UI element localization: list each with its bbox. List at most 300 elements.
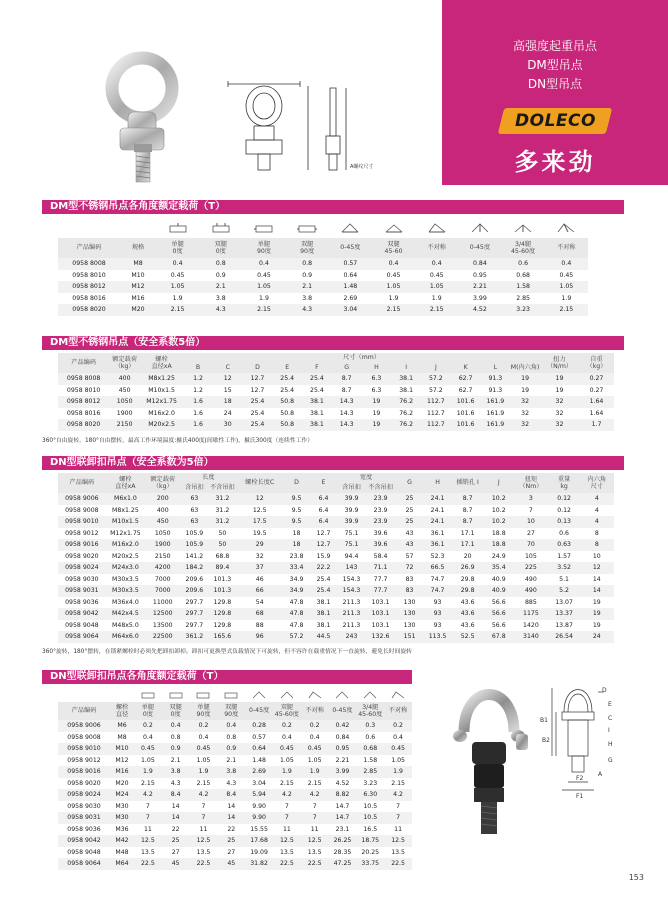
table-cell: 57 <box>395 551 424 563</box>
table-cell: 211.3 <box>337 608 366 620</box>
table-cell: M64 <box>110 858 134 870</box>
table-cell: 1.9 <box>384 766 412 778</box>
table-cell: 12.5 <box>384 835 412 847</box>
table-cell: 89.4 <box>208 562 236 574</box>
table-row <box>58 493 614 505</box>
table-cell: 0.64 <box>329 270 372 282</box>
table-cell: 91.3 <box>480 385 510 397</box>
table-cell: 2.69 <box>245 766 273 778</box>
table-cell: 91.3 <box>480 373 510 385</box>
table-cell: 2.85 <box>356 766 384 778</box>
table-cell: 12 <box>580 562 614 574</box>
table-cell: 1050 <box>109 396 140 408</box>
table-cell: M8x1.25 <box>140 373 183 385</box>
table-cell: 33.4 <box>283 562 310 574</box>
table-cell: M20 <box>110 778 134 790</box>
table-row <box>58 408 614 420</box>
table-cell: 22.5 <box>384 858 412 870</box>
table-cell: M8x1.25 <box>106 505 145 517</box>
sec2-title: DM型不锈钢吊点（安全系数5倍） <box>42 336 624 350</box>
table-cell: 26.9 <box>451 562 484 574</box>
table-cell: 1.64 <box>579 408 614 420</box>
table-cell: 75.1 <box>337 528 366 540</box>
table-cell: 76.2 <box>391 408 421 420</box>
table-cell: 0.45 <box>372 270 415 282</box>
table-cell: 490 <box>513 585 548 597</box>
table-cell: 33.75 <box>356 858 384 870</box>
table-cell: 45 <box>217 858 245 870</box>
table-cell: 43 <box>395 539 424 551</box>
column-header: 3/4腿 45-60度 <box>358 703 383 718</box>
table-cell: 31.2 <box>208 505 236 517</box>
table-cell: 26.25 <box>329 835 357 847</box>
table-cell: M16x2.0 <box>106 539 145 551</box>
table-cell: 30 <box>213 419 243 431</box>
table-cell: 32 <box>510 419 540 431</box>
table-cell: 1.9 <box>190 766 218 778</box>
table-cell: 0958 9010 <box>58 516 106 528</box>
table-cell: 7 <box>134 801 162 813</box>
column-header: C <box>213 363 243 373</box>
table-cell: 0.95 <box>458 270 501 282</box>
table-cell: 25 <box>395 505 424 517</box>
table-cell: 7 <box>190 812 218 824</box>
sling-icon <box>162 688 190 702</box>
table-cell: 12.7 <box>310 539 337 551</box>
table-cell: 0958 8012 <box>58 396 109 408</box>
table-cell: 129.8 <box>208 620 236 632</box>
column-header: 0-45度 <box>329 702 357 720</box>
table-row <box>58 551 614 563</box>
table-cell: 0.45 <box>415 270 458 282</box>
table-cell: 1.9 <box>156 293 199 305</box>
table-cell: 47.8 <box>283 608 310 620</box>
table-cell: 0958 9024 <box>58 789 110 801</box>
table-row <box>58 396 614 408</box>
table-cell: 12 <box>213 373 243 385</box>
column-header: 双腿 0度 <box>162 702 190 720</box>
table-cell: 9.5 <box>283 493 310 505</box>
table-cell: 4.52 <box>458 304 501 316</box>
table-cell: 1.05 <box>190 755 218 767</box>
table-cell: 0958 9048 <box>58 847 110 859</box>
table-cell: 1.9 <box>372 293 415 305</box>
table-cell: 4.3 <box>199 304 242 316</box>
table-cell: 1.2 <box>183 373 213 385</box>
table-cell: M24 <box>110 789 134 801</box>
table-cell: 40.9 <box>484 585 513 597</box>
table-cell: 14 <box>217 812 245 824</box>
table-cell: M16 <box>120 293 156 305</box>
table-cell: 47.25 <box>329 858 357 870</box>
column-header: K <box>451 363 481 373</box>
table-cell: 24 <box>213 408 243 420</box>
table-cell: 0958 9008 <box>58 505 106 517</box>
table-cell: 18.75 <box>356 835 384 847</box>
column-header: 单腿 0度 <box>156 238 199 258</box>
dn-shackle-photo <box>450 672 528 842</box>
table-cell: 1.57 <box>549 551 580 563</box>
table-cell: 0.2 <box>384 720 412 732</box>
table-cell: 211.3 <box>337 620 366 632</box>
table-cell: 19 <box>362 419 392 431</box>
table-cell: 0958 8008 <box>58 373 109 385</box>
table-cell: 19.09 <box>245 847 273 859</box>
table-row <box>58 562 614 574</box>
table-cell: 74.7 <box>424 585 451 597</box>
table-cell: M42x4.5 <box>106 608 145 620</box>
table-cell: 26.54 <box>549 631 580 643</box>
sec2-table: 产品编码 额定载荷 （kg） 螺栓 直径xA 尺寸（mm） 扭力 （N/m） 自重 （kg） B C D E F G H I J K L M(内六角) 0958 8008 400 M8x1.25 1.2 12 12.7 25.4 25.4 8.7 6.3 38.1 57.2 62.7 91.3 19 19 0.27 0958 8010 450 M10x1.5 1.2 15 12.7 25.4 25.4 8.7 6.3 38.1 57.2 62.7 91.3 19 19 0.27 0958 8012 1050 M12x1.75 1.6 18 25.4 50.8 38.1 14.3 19 76.2 112.7 101.6 161.9 32 32 1.64 0958 8016 1900 M16x2.0 1.6 24 25.4 50.8 38.1 14.3 19 76.2 112.7 101.6 161.9 32 32 1.64 0958 8020 2150 M20x2.5 1.6 30 25.4 50.8 38.1 14.3 19 76.2 112.7 101.6 161.9 32 32 1.7 <box>58 353 614 431</box>
column-header: H <box>362 363 392 373</box>
table-row <box>58 801 412 813</box>
table-cell: 0.2 <box>301 720 329 732</box>
table-cell: 0.42 <box>329 720 357 732</box>
table-cell: 2.15 <box>545 304 588 316</box>
table-row <box>58 720 412 732</box>
table-cell: 39.9 <box>337 516 366 528</box>
table-cell: 0958 9020 <box>58 551 106 563</box>
table-cell: 38.1 <box>310 597 337 609</box>
table-cell: 2.1 <box>162 755 190 767</box>
table-cell: 184.2 <box>180 562 208 574</box>
table-cell: 112.7 <box>421 419 451 431</box>
page-number: 153 <box>628 873 644 882</box>
table-row <box>58 373 614 385</box>
table-row <box>58 631 614 643</box>
svg-text:H: H <box>608 741 613 748</box>
table-cell: 151 <box>395 631 424 643</box>
table-cell: 8.7 <box>451 493 484 505</box>
table-cell: 17.68 <box>245 835 273 847</box>
table-row <box>58 293 588 305</box>
table-cell: 1420 <box>513 620 548 632</box>
table-cell: 1.64 <box>579 396 614 408</box>
sling-icon <box>356 688 384 702</box>
table-cell: 105 <box>513 551 548 563</box>
table-cell: 112.7 <box>421 396 451 408</box>
table-cell: 0958 9064 <box>58 858 110 870</box>
table-cell: 0.45 <box>545 270 588 282</box>
table-cell: 15 <box>213 385 243 397</box>
sec2-note: 360°自由旋转，180°自由摆转，最高工作环境温度:摄氏400度(间歇性工作)，摄氏300度（连续性工作） <box>42 438 314 444</box>
table-cell: 0.6 <box>502 258 545 270</box>
table-cell: 297.7 <box>180 620 208 632</box>
table-cell: 2.1 <box>217 755 245 767</box>
table-row <box>58 281 588 293</box>
table-cell: M36x4.0 <box>106 597 145 609</box>
table-row <box>58 847 412 859</box>
table-cell: 10.2 <box>484 493 513 505</box>
table-cell: 43.6 <box>451 597 484 609</box>
table-cell: M36 <box>110 824 134 836</box>
table-cell: 18 <box>283 539 310 551</box>
table-cell: 490 <box>513 574 548 586</box>
sec4-title: DN型联卸扣吊点各角度额定载荷（T） <box>42 670 412 684</box>
table-cell: 68 <box>236 608 283 620</box>
table-cell: 19 <box>540 385 579 397</box>
table-cell: 0.28 <box>245 720 273 732</box>
table-cell: 14.3 <box>332 419 362 431</box>
table-cell: 31.2 <box>208 493 236 505</box>
table-cell: 47.8 <box>283 597 310 609</box>
table-cell: 12.7 <box>310 528 337 540</box>
table-cell: 71.1 <box>366 562 395 574</box>
table-cell: M30x3.5 <box>106 574 145 586</box>
table-cell: 8.7 <box>451 516 484 528</box>
table-cell: 0.57 <box>245 732 273 744</box>
table-cell: 14.3 <box>332 408 362 420</box>
table-cell: M64x6.0 <box>106 631 145 643</box>
table-cell: 10 <box>580 551 614 563</box>
table-cell: 105.9 <box>180 528 208 540</box>
table-cell: 18.8 <box>484 528 513 540</box>
table-cell: 361.2 <box>180 631 208 643</box>
table-cell: 38.1 <box>391 385 421 397</box>
table-cell: M6x1.0 <box>106 493 145 505</box>
table-cell: 6.30 <box>356 789 384 801</box>
table-cell: 76.2 <box>391 396 421 408</box>
table-cell: 2150 <box>145 551 180 563</box>
table-cell: 130 <box>395 608 424 620</box>
table-cell: 0958 9006 <box>58 493 106 505</box>
table-cell: 0.9 <box>199 270 242 282</box>
table-cell: 19 <box>580 620 614 632</box>
table-cell: 161.9 <box>480 419 510 431</box>
column-header: 不对称 <box>545 238 588 258</box>
svg-text:D: D <box>602 687 607 694</box>
table-cell: 38.1 <box>391 373 421 385</box>
svg-text:F1: F1 <box>576 793 584 800</box>
brand-header <box>442 0 668 185</box>
table-cell: 2150 <box>109 419 140 431</box>
table-cell: 12 <box>236 493 283 505</box>
brand-chinese-name: 多来劲 <box>514 148 596 176</box>
svg-text:I: I <box>608 727 610 734</box>
table-cell: 63 <box>180 493 208 505</box>
table-cell: 132.6 <box>366 631 395 643</box>
column-header: M(内六角) <box>510 364 540 372</box>
table-cell: M20x2.5 <box>140 419 183 431</box>
table-row <box>58 304 588 316</box>
table-cell: 13.5 <box>273 847 301 859</box>
table-cell: 44.5 <box>310 631 337 643</box>
table-cell: 3.52 <box>549 562 580 574</box>
table-cell: 43.6 <box>451 620 484 632</box>
table-cell: 13500 <box>145 620 180 632</box>
table-cell: 3.99 <box>329 766 357 778</box>
table-cell: 25.4 <box>243 419 273 431</box>
table-cell: 19 <box>362 396 392 408</box>
table-cell: 13.07 <box>549 597 580 609</box>
column-header: 双腿 0度 <box>199 238 242 258</box>
table-cell: 14.3 <box>332 396 362 408</box>
table-cell: 0.45 <box>242 270 285 282</box>
table-cell: 46 <box>236 574 283 586</box>
table-cell: M30 <box>110 812 134 824</box>
table-cell: 35.4 <box>484 562 513 574</box>
table-cell: 7 <box>301 812 329 824</box>
table-cell: 32 <box>540 419 579 431</box>
table-cell: 0.3 <box>356 720 384 732</box>
table-cell: 4.52 <box>329 778 357 790</box>
table-row <box>58 608 614 620</box>
table-cell: 0958 8016 <box>58 408 109 420</box>
table-cell: M20 <box>120 304 156 316</box>
sling-icon <box>329 218 372 238</box>
table-cell: 0.27 <box>579 385 614 397</box>
table-cell: 29.8 <box>451 585 484 597</box>
table-cell: 36.1 <box>424 528 451 540</box>
column-header: 不对称 <box>415 238 458 258</box>
table-cell: 40.9 <box>484 574 513 586</box>
table-cell: 11 <box>301 824 329 836</box>
table-cell: 0958 9008 <box>58 732 110 744</box>
table-cell: 141.2 <box>180 551 208 563</box>
table-cell: 13.37 <box>549 608 580 620</box>
table-cell: 4200 <box>145 562 180 574</box>
table-cell: 1.05 <box>384 755 412 767</box>
table-cell: 450 <box>145 516 180 528</box>
table-cell: 0958 9031 <box>58 585 106 597</box>
table-cell: M16 <box>110 766 134 778</box>
sec1-table <box>58 218 588 316</box>
table-cell: 47.8 <box>283 620 310 632</box>
table-cell: 0.4 <box>162 720 190 732</box>
table-cell: 0.4 <box>217 720 245 732</box>
table-cell: 0958 9012 <box>58 528 106 540</box>
table-cell: M12x1.75 <box>106 528 145 540</box>
column-header: 螺栓 直径 <box>110 702 134 720</box>
table-cell: 12.5 <box>236 505 283 517</box>
table-cell: 13.87 <box>549 620 580 632</box>
table-cell: 0.68 <box>502 270 545 282</box>
table-cell: 0.4 <box>384 732 412 744</box>
table-cell: 15.9 <box>310 551 337 563</box>
table-cell: 24.1 <box>424 505 451 517</box>
sling-icon <box>217 688 245 702</box>
table-cell: 76.2 <box>391 419 421 431</box>
table-cell: 50.8 <box>272 419 302 431</box>
table-cell: 1.7 <box>579 419 614 431</box>
table-cell: 0.57 <box>329 258 372 270</box>
table-cell: 19.5 <box>236 528 283 540</box>
table-cell: 56.6 <box>484 597 513 609</box>
table-cell: 22.2 <box>310 562 337 574</box>
table-cell: 2.15 <box>156 304 199 316</box>
table-cell: 19 <box>510 373 540 385</box>
table-cell: 12500 <box>145 608 180 620</box>
table-cell: 1.9 <box>134 766 162 778</box>
table-cell: 10.5 <box>356 801 384 813</box>
table-cell: 0958 8012 <box>58 281 120 293</box>
table-cell: 1.6 <box>183 419 213 431</box>
table-row <box>58 766 412 778</box>
column-header: J <box>421 363 451 373</box>
dm-dimension-drawing <box>218 76 388 184</box>
sec4-table <box>58 688 412 870</box>
table-cell: 13.5 <box>384 847 412 859</box>
table-cell: 27 <box>162 847 190 859</box>
table-cell: 0.4 <box>545 258 588 270</box>
sling-icon <box>156 218 199 238</box>
table-cell: 0958 8016 <box>58 293 120 305</box>
table-cell: 50.8 <box>272 408 302 420</box>
table-cell: 0.2 <box>273 720 301 732</box>
table-cell: 0.4 <box>301 732 329 744</box>
table-cell: 1.9 <box>273 766 301 778</box>
table-cell: M12 <box>120 281 156 293</box>
column-header: D <box>243 363 273 373</box>
table-cell: 38.1 <box>302 396 332 408</box>
table-cell: 209.6 <box>180 585 208 597</box>
table-cell: 25.4 <box>243 408 273 420</box>
table-cell: 17.1 <box>451 539 484 551</box>
table-cell: 165.6 <box>208 631 236 643</box>
table-cell: 77.7 <box>366 574 395 586</box>
table-cell: 12.5 <box>301 835 329 847</box>
table-cell: 0958 9024 <box>58 562 106 574</box>
table-cell: 14 <box>162 812 190 824</box>
sling-icon <box>301 688 329 702</box>
table-cell: 22.5 <box>134 858 162 870</box>
table-cell: 77.7 <box>366 585 395 597</box>
sling-icon <box>458 218 501 238</box>
table-cell: 225 <box>513 562 548 574</box>
table-row <box>58 258 588 270</box>
table-cell: 4 <box>580 505 614 517</box>
svg-text:E: E <box>608 701 612 708</box>
table-cell: 101.6 <box>451 396 481 408</box>
table-cell: 4.2 <box>134 789 162 801</box>
table-cell: 4.3 <box>217 778 245 790</box>
table-cell: 39.6 <box>366 539 395 551</box>
table-row <box>58 755 412 767</box>
table-cell: 75.1 <box>337 539 366 551</box>
column-header: 0-45度 <box>458 238 501 258</box>
table-cell: 243 <box>337 631 366 643</box>
table-cell: 5.2 <box>549 585 580 597</box>
table-cell: 14.7 <box>329 801 357 813</box>
table-cell: 3140 <box>513 631 548 643</box>
table-cell: 38.1 <box>310 620 337 632</box>
table-cell: 2.1 <box>199 281 242 293</box>
column-header: 规格 <box>120 238 156 258</box>
table-row <box>58 597 614 609</box>
table-cell: 20 <box>451 551 484 563</box>
table-cell: 32 <box>510 396 540 408</box>
table-cell: 11000 <box>145 597 180 609</box>
table-cell: 18 <box>213 396 243 408</box>
table-cell: M8 <box>110 732 134 744</box>
table-cell: M10x1.5 <box>140 385 183 397</box>
table-cell: 23.8 <box>283 551 310 563</box>
table-cell: 93 <box>424 608 451 620</box>
table-cell: 13.5 <box>301 847 329 859</box>
table-cell: 3.23 <box>502 304 545 316</box>
sling-icon <box>502 218 545 238</box>
table-cell: 1175 <box>513 608 548 620</box>
table-cell: 143 <box>337 562 366 574</box>
table-cell: 7 <box>384 801 412 813</box>
table-row <box>58 620 614 632</box>
table-cell: 7 <box>190 801 218 813</box>
sling-icon <box>199 218 242 238</box>
sec3-note: 360°旋转，180°摆转，在锁紧螺栓时必须先把卸扣卸掉。卸扣可更换型式负载情况下可旋转，但不容许在载重情况下一直旋转，避免长时间旋转 <box>42 649 412 655</box>
table-cell: 2.69 <box>329 293 372 305</box>
table-cell: 25.4 <box>302 373 332 385</box>
table-cell: 25 <box>162 835 190 847</box>
